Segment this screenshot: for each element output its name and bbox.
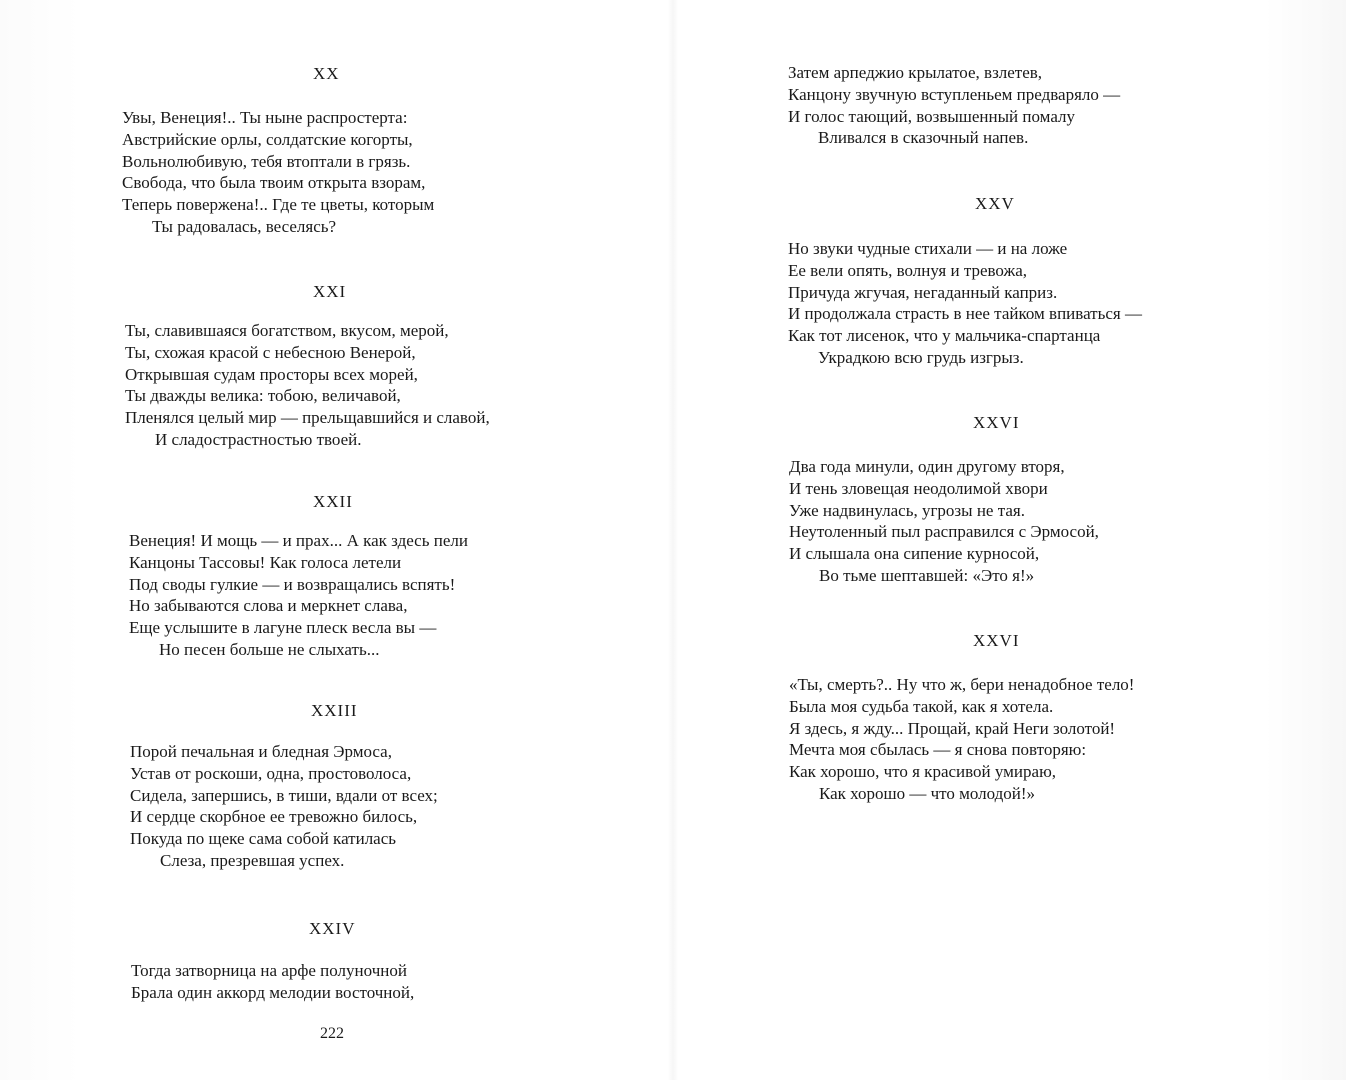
stanza xyxy=(129,530,468,661)
verse-line: Увы, Венеция!.. Ты ныне распростерта: xyxy=(122,108,408,127)
stanza xyxy=(789,674,1134,805)
verse-line: Пленялся целый мир — прельщавшийся и славой, xyxy=(125,408,490,428)
verse-line: Теперь повержена!.. Где те цветы, которым xyxy=(122,195,435,215)
verse-line: Неутоленный пыл расправился с Эрмосой, xyxy=(789,522,1099,542)
stanza-numeral: XXIII xyxy=(311,701,358,720)
verse-line: И тень зловещая неодолимой хвори xyxy=(789,478,1048,498)
verse-line: Как хорошо, что я красивой умираю, xyxy=(789,762,1057,782)
left-page xyxy=(0,0,668,1080)
verse-line: Ты дважды велика: тобою, величавой, xyxy=(125,386,401,406)
verse-line: Была моя судьба такой, как я хотела. xyxy=(789,696,1054,716)
stanza xyxy=(130,741,438,872)
verse-line: И сладострастностью твоей. xyxy=(155,429,362,449)
verse-line: Во тьме шептавшей: «Это я!» xyxy=(819,565,1035,585)
verse-line: Тогда затворница на арфе полуночной xyxy=(131,961,407,980)
verse-line: Свобода, что была твоим открыта взорам, xyxy=(122,173,426,193)
verse-line: Я здесь, я жду... Прощай, край Неги золотой! xyxy=(789,718,1116,738)
verse-line: Но звуки чудные стихали — и на ложе xyxy=(788,239,1068,258)
verse-line: Открывшая судам просторы всех морей, xyxy=(125,364,418,384)
stanza-numeral: XXV xyxy=(975,194,1015,213)
stanza xyxy=(125,320,490,451)
verse-line: Брала один аккорд мелодии восточной, xyxy=(131,982,415,1002)
verse-line: Причуда жгучая, негаданный каприз. xyxy=(788,282,1058,302)
verse-line: Как тот лисенок, что у мальчика-спартанца xyxy=(788,326,1101,346)
right-page xyxy=(678,0,1346,1080)
verse-line: И сердце скорбное ее тревожно билось, xyxy=(130,807,418,827)
stanza-numeral: XXVI xyxy=(973,413,1020,432)
verse-line: Сидела, запершись, в тиши, вдали от всех; xyxy=(130,785,438,805)
verse-line: Устав от роскоши, одна, простоволоса, xyxy=(130,763,412,783)
verse-line: Но песен больше не слыхать... xyxy=(159,639,380,659)
stanza-numeral: XXVI xyxy=(973,631,1020,650)
verse-line: И продолжала страсть в нее тайком впиваться — xyxy=(788,304,1142,324)
stanza xyxy=(788,238,1142,369)
verse-line: Под своды гулкие — и возвращались вспять! xyxy=(129,574,456,594)
verse-line: Ты, схожая красой с небесною Венерой, xyxy=(125,342,416,362)
verse-line: «Ты, смерть?.. Ну что ж, бери ненадобное тело! xyxy=(789,675,1135,694)
verse-line: Слеза, презревшая успех. xyxy=(160,850,345,870)
verse-line: Украдкою всю грудь изгрыз. xyxy=(818,347,1024,367)
verse-line: Но забываются слова и меркнет слава, xyxy=(129,596,408,616)
verse-line: Австрийские орлы, солдатские когорты, xyxy=(122,129,413,149)
verse-line: Канцону звучную вступленьем предваряло — xyxy=(788,84,1121,104)
verse-line: И слышала она сипение курносой, xyxy=(789,544,1040,564)
verse-line: Еще услышите в лагуне плеск весла вы — xyxy=(129,618,437,638)
stanza xyxy=(131,960,414,1004)
stanza-continuation xyxy=(788,62,1120,149)
verse-line: Вольнолюбивую, тебя втоптали в грязь. xyxy=(122,151,411,171)
stanza-numeral: XXII xyxy=(313,492,353,511)
verse-line: Вливался в сказочный напев. xyxy=(818,128,1029,148)
verse-line: Канцоны Тассовы! Как голоса летели xyxy=(129,552,402,572)
stanza xyxy=(122,107,434,238)
book-gutter xyxy=(668,0,678,1080)
verse-line: Ты радовалась, веселясь? xyxy=(152,216,337,236)
verse-line: Затем арпеджио крылатое, взлетев, xyxy=(788,63,1043,82)
verse-line: И голос тающий, возвышенный помалу xyxy=(788,106,1075,126)
stanza-numeral: XXI xyxy=(313,282,347,301)
verse-line: Ты, славившаяся богатством, вкусом, мерой, xyxy=(125,321,449,340)
stanza xyxy=(789,456,1099,587)
stanza-numeral: XXIV xyxy=(309,919,356,938)
verse-line: Венеция! И мощь — и прах... А как здесь пели xyxy=(129,531,468,550)
stanza-numeral: XX xyxy=(313,64,340,83)
verse-line: Покуда по щеке сама собой катилась xyxy=(130,829,397,849)
verse-line: Как хорошо — что молодой!» xyxy=(819,783,1036,803)
verse-line: Порой печальная и бледная Эрмоса, xyxy=(130,742,392,761)
verse-line: Мечта моя сбылась — я снова повторяю: xyxy=(789,740,1087,760)
verse-line: Два года минули, один другому вторя, xyxy=(789,457,1065,476)
page-number: 222 xyxy=(320,1025,344,1042)
verse-line: Уже надвинулась, угрозы не тая. xyxy=(789,500,1025,520)
verse-line: Ее вели опять, волнуя и тревожа, xyxy=(788,260,1028,280)
